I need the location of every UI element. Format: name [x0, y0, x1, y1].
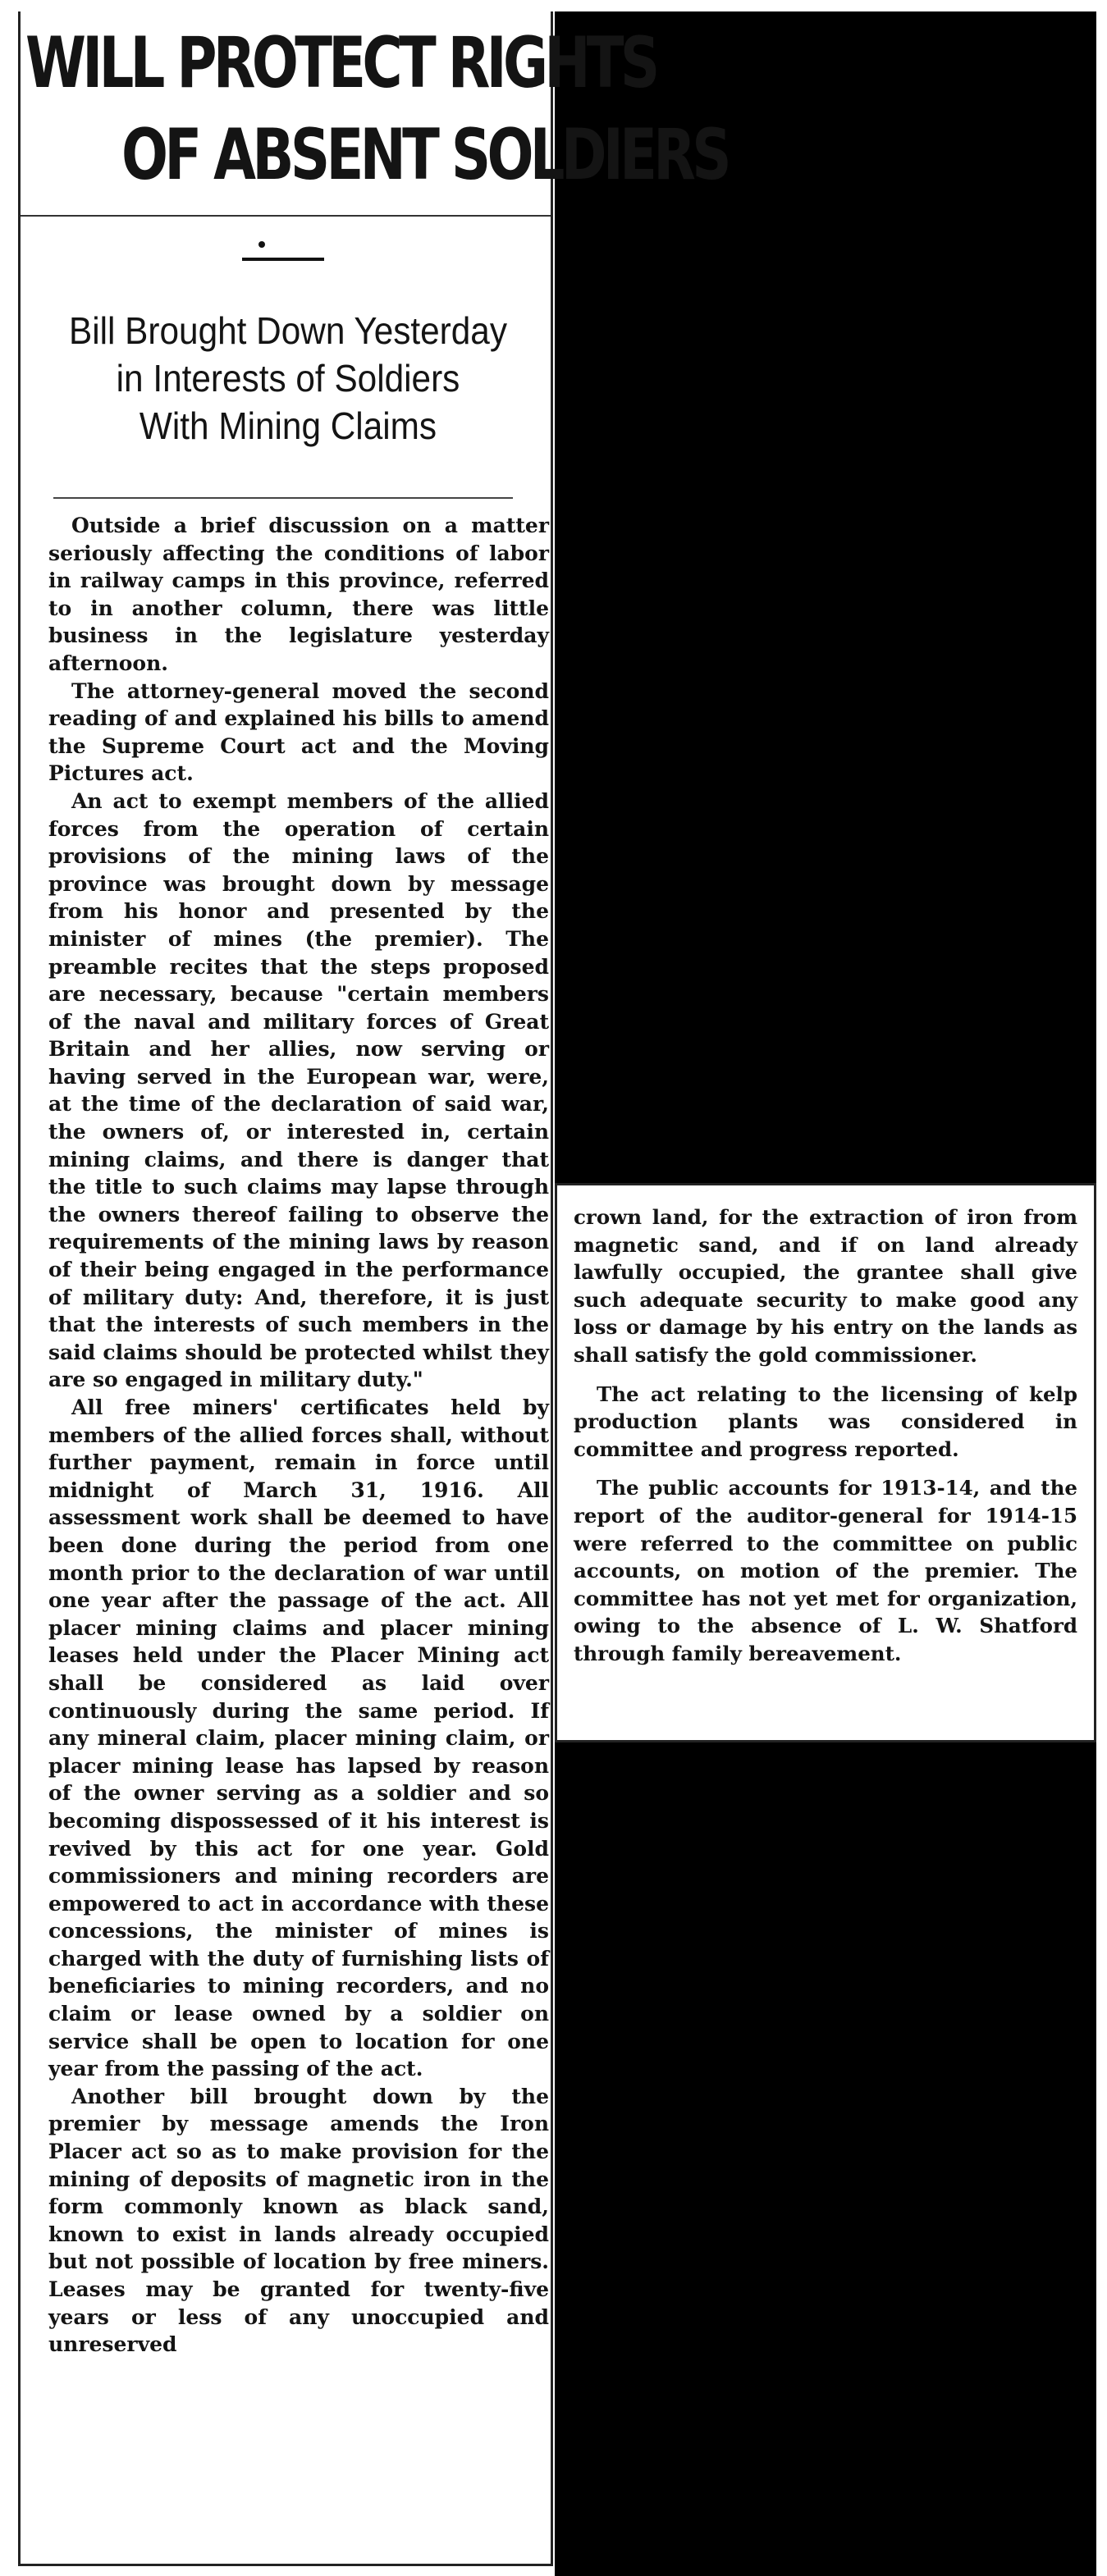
headline-line-2: OF ABSENT SOLDIERS — [121, 114, 728, 196]
headline-rule — [21, 215, 551, 217]
scan-blackout-bottom — [555, 1742, 1096, 2576]
paragraph: Outside a brief discussion on a matter seriously affecting the conditions of labor in railway camps in this province, referred to in another column, there was little business in the legislature yesterday afternoon. — [48, 514, 549, 675]
ornament-dash — [242, 258, 324, 261]
article-left-column — [18, 11, 728, 2566]
article-body-left — [48, 512, 549, 2359]
article-body-right — [574, 1204, 1077, 1679]
subheadline-line-2: in Interests of Soldiers — [116, 357, 460, 400]
headline-line-1: WILL PROTECT RIGHTS — [25, 22, 656, 104]
paragraph: The attorney-general moved the second reading of and explained his bills to amend the Supreme Court act and the Moving Pictures act. — [48, 678, 549, 786]
subheadline — [42, 307, 534, 450]
article-right-column — [555, 1183, 1096, 1742]
subheadline-line-1: Bill Brought Down Yesterday — [68, 309, 508, 352]
paragraph: All free miners' certificates held by members of the allied forces shall, without further payment, remain in force until midnight of March 31, 1916. All assessment work shall be deemed to have been done during the period from one month prior to the declaration of war until one year after the passage of the act. All placer mining claims and placer mining leases held under the Placer Mining act shall be considered as laid over continuously during the same period. If any mineral claim, placer mining claim, or placer mining lease has lapsed by reason of the owner serving as a soldier and so becoming dispossessed of it his interest is revived by this act for one year. Gold commissioners and mining recorders are empowered to act in accordance with these concessions, the minister of mines is charged with the duty of furnishing lists of beneficiaries to mining recorders, and no claim or lease owned by a soldier on service shall be open to location for one year from the passing of the act. — [48, 1395, 549, 2081]
paragraph: The public accounts for 1913-14, and the report of the auditor-general for 1914-15 were referred to the committee on public accounts, on motion of the premier. The committee has not yet met for organization, owing to the absence of L. W. Shatford through family bereavement. — [574, 1476, 1077, 1665]
paragraph-continued: crown land, for the extraction of iron from magnetic sand, and if on land already lawfully occupied, the grantee shall give such adequate security to make good any loss or damage by his entry on the lands as shall satisfy the gold commissioner. — [574, 1205, 1077, 1367]
ornament-dot — [258, 241, 265, 248]
paragraph: Another bill brought down by the premier by message amends the Iron Placer act so as to make provision for the mining of deposits of magnetic iron in the form commonly known as black sand, known to exist in lands already occupied but not possible of location by free miners. Leases may be granted for twenty-five years or less of any unoccupied and unreserved — [48, 2084, 549, 2357]
paragraph: An act to exempt members of the allied forces from the operation of certain provisions of the mining laws of the province was brought down by message from his honor and presented by the minister of mines (the premier). The preamble recites that the steps proposed are necessary, because "certain members of the naval and military forces of Great Britain and her allies, now serving or having served in the European war, were, at the time of the declaration of said war, the owners of, or interested in, certain mining claims, and there is danger that the title to such claims may lapse through the owners thereof failing to observe the requirements of the mining laws by reason of their being engaged in the performance of military duty: And, therefore, it is just that the interests of such members in the said claims should be protected whilst they are so engaged in military duty." — [48, 788, 549, 1392]
subheadline-line-3: With Mining Claims — [139, 404, 437, 447]
subheadline-rule — [53, 497, 513, 499]
paragraph: The act relating to the licensing of kelp production plants was considered in committee and progress reported. — [574, 1382, 1077, 1461]
